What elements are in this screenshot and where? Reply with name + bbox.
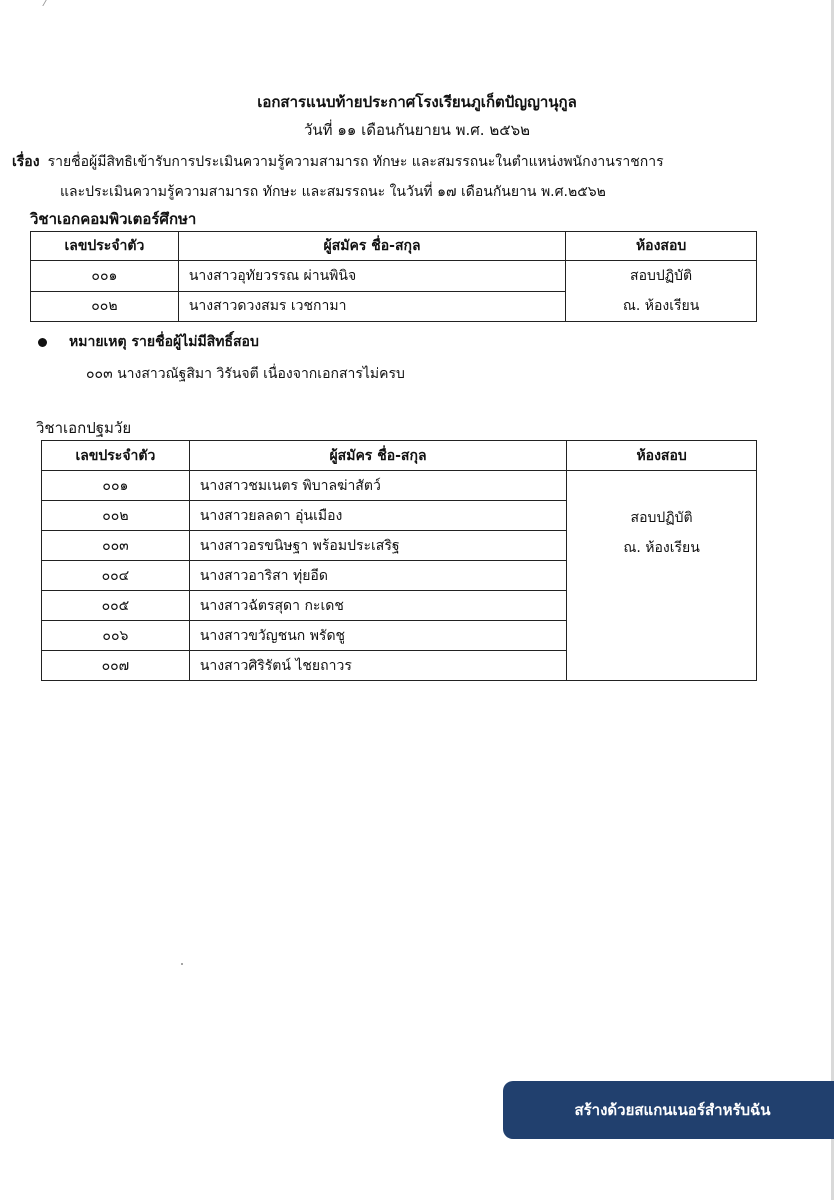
remark-title: หมายเหตุ รายชื่อผู้ไม่มีสิทธิ์สอบ [69, 334, 259, 350]
candidate-id: ๐๐๑ [42, 471, 190, 501]
remark-heading [38, 331, 259, 353]
document-date: วันที่ ๑๑ เดือนกันยายน พ.ศ. ๒๕๖๒ [304, 121, 530, 139]
candidate-name: นางสาวอาริสา ทุ่ยอีด [189, 561, 566, 591]
candidate-id: ๐๐๑ [31, 261, 179, 292]
subject-keyword: เรื่อง [12, 154, 40, 170]
subject-block [12, 147, 832, 207]
scan-speck [181, 963, 183, 965]
candidate-name: นางสาวขวัญชนก พรัดชู [189, 621, 566, 651]
candidate-id: ๐๐๒ [42, 501, 190, 531]
header-id: เลขประจำตัว [42, 441, 190, 471]
subject-line-2: และประเมินความรู้ความสามารถ ทักษะ และสมรรถนะ ในวันที่ ๑๗ เดือนกันยาน พ.ศ.๒๕๖๒ [60, 184, 606, 200]
table-header-row [31, 232, 757, 261]
candidate-name: นางสาวดวงสมร เวชกามา [178, 291, 565, 322]
section-title-computer: วิชาเอกคอมพิวเตอร์ศึกษา [30, 210, 197, 228]
exam-room [567, 471, 757, 681]
exam-room-line-2: ณ. ห้องเรียน [623, 540, 700, 556]
candidate-id: ๐๐๓ [42, 531, 190, 561]
header-id: เลขประจำตัว [31, 232, 179, 261]
candidate-name: นางสาวยลลดา อุ่นเมือง [189, 501, 566, 531]
exam-room-line-1: สอบปฏิบัติ [630, 268, 693, 284]
candidate-id: ๐๐๒ [31, 291, 179, 322]
candidate-id: ๐๐๖ [42, 621, 190, 651]
computer-candidates-table [30, 231, 757, 322]
document-title: เอกสารแนบท้ายประกาศโรงเรียนภูเก็ตปัญญานุกูล [257, 93, 577, 111]
candidate-id: ๐๐๕ [42, 591, 190, 621]
candidate-name: นางสาวชมเนตร พิบาลฆ่าสัตว์ [189, 471, 566, 501]
exam-room [566, 261, 757, 322]
candidate-name: นางสาวศิริรัตน์ ไชยถาวร [189, 651, 566, 681]
early-childhood-candidates-table [41, 440, 757, 681]
section-title-early-childhood: วิชาเอกปฐมวัย [36, 419, 132, 437]
table-header-row [42, 441, 757, 471]
bullet-icon [38, 338, 47, 347]
header-room: ห้องสอบ [566, 232, 757, 261]
candidate-name: นางสาวฉัตรสุดา กะเดช [189, 591, 566, 621]
header-room: ห้องสอบ [567, 441, 757, 471]
candidate-id: ๐๐๗ [42, 651, 190, 681]
exam-room-line-2: ณ. ห้องเรียน [622, 298, 700, 314]
header-name: ผู้สมัคร ชื่อ-สกุล [178, 232, 565, 261]
table-row [42, 471, 757, 501]
scan-corner-mark [42, 0, 54, 6]
scanner-watermark-badge[interactable] [503, 1081, 834, 1139]
table-row [31, 261, 757, 292]
exam-room-line-1: สอบปฏิบัติ [630, 510, 693, 526]
candidate-id: ๐๐๔ [42, 561, 190, 591]
candidate-name: นางสาวอุทัยวรรณ ผ่านพินิจ [178, 261, 565, 292]
subject-line-1: รายชื่อผู้มีสิทธิเข้ารับการประเมินความรู้ความสามารถ ทักษะ และสมรรถนะในตำแหน่งพนักงานราชการ [47, 154, 664, 170]
candidate-name: นางสาวอรขนิษฐา พร้อมประเสริฐ [189, 531, 566, 561]
scanner-badge-label: สร้างด้วยสแกนเนอร์สำหรับฉัน [574, 1101, 771, 1119]
remark-detail: ๐๐๓ นางสาวณัฐสิมา วิรันจตี เนื่องจากเอกสารไม่ครบ [86, 366, 405, 382]
header-name: ผู้สมัคร ชื่อ-สกุล [189, 441, 566, 471]
